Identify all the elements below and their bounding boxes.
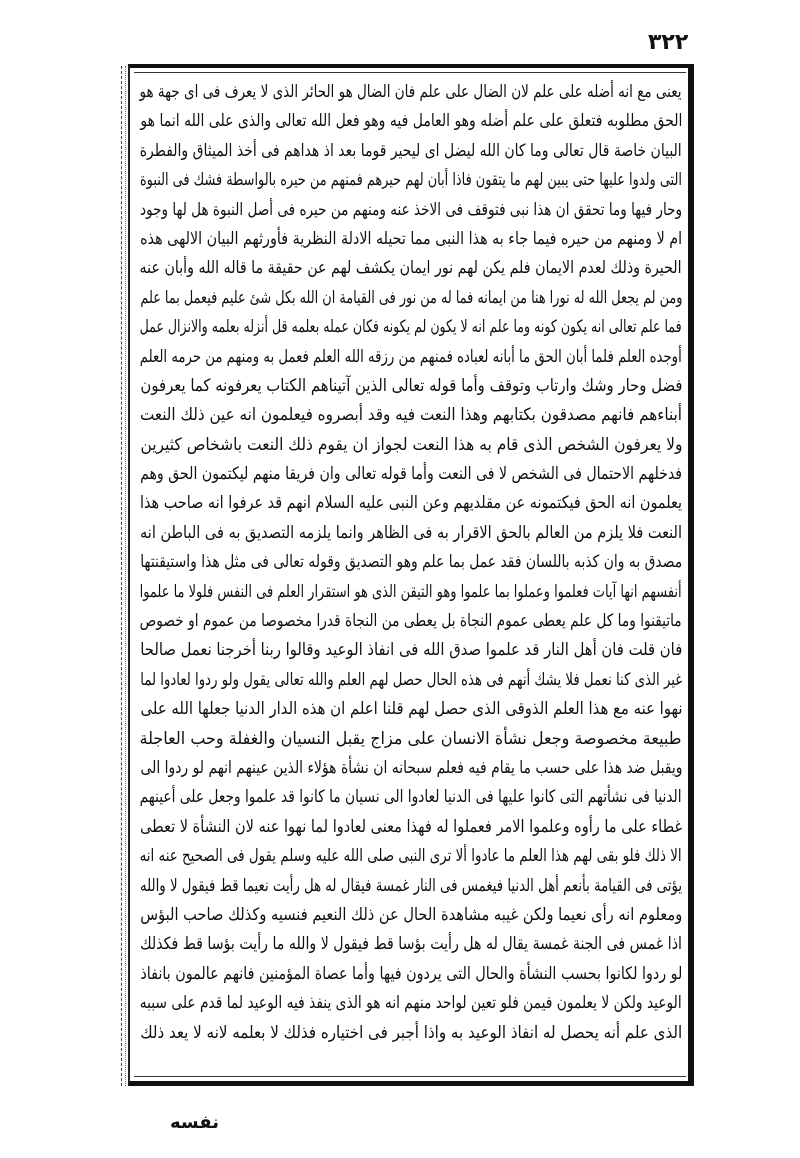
text-line bbox=[140, 107, 682, 136]
text-line bbox=[140, 254, 682, 283]
text-line-content: البيان خاصة قال تعالى وما كان الله ليضل اى ليحير قوما بعد اذ هداهم فى أخذ الميثاق والفطرة bbox=[140, 140, 682, 161]
text-line-content: ولا يعرفون الشخص الذى قام به هذا النعت لجواز ان يقوم ذلك النعت باشخاص كثيرين bbox=[140, 434, 682, 455]
text-line bbox=[140, 137, 682, 166]
text-line-content: غطاء على ما رأوه وعلموا الامر فعملوا له فهذا معنى لعادوا لما نهوا عنه لان النشأة لا تعطى bbox=[140, 816, 682, 837]
text-line bbox=[140, 519, 682, 548]
body-text bbox=[140, 78, 682, 1048]
text-line-content: اذا غمس فى الجنة غمسة يقال له هل رأيت بؤسا قط فيقول لا والله ما رأيت بؤسا قط فكذلك bbox=[140, 934, 682, 955]
text-line-content: ام لا ومنهم من حيره فيما جاء به هذا النبى مما تحيله الادلة النظرية فأورثهم البيان الالهى هذه bbox=[140, 228, 682, 249]
text-line-content: يؤتى فى القيامة بأنعم أهل الدنيا فيغمس فى النار غمسة فيقال له هل رأيت نعيما قط فيقول لا والله bbox=[140, 875, 682, 896]
text-line bbox=[140, 783, 682, 812]
text-line bbox=[140, 313, 682, 342]
text-line bbox=[140, 666, 682, 695]
text-line-content: فما علم تعالى انه يكون كونه وما علم انه لا يكون لم يكونه فكان عمله بعلمه قل أنزله بعلمه والانزال عمل bbox=[140, 317, 682, 338]
text-line-content: فدخلهم الاحتمال فى الشخص لا فى النعت وأما قوله تعالى وان فريقا منهم ليكتمون الحق وهم bbox=[140, 464, 682, 485]
text-line bbox=[140, 401, 682, 430]
text-line-content: الا ذلك فلو بقى لهم هذا العلم ما عادوا ألا ترى النبى صلى الله عليه وسلم يقول فى الصحيح عنه انه bbox=[140, 846, 682, 867]
text-line bbox=[140, 548, 682, 577]
text-line-content: ومعلوم انه رأى نعيما ولكن غيبه مشاهدة الحال عن ذلك النعيم فنسيه وكذلك صاحب البؤس bbox=[140, 904, 682, 925]
page-number: ٣٢٢ bbox=[648, 30, 689, 55]
text-line bbox=[140, 343, 682, 372]
text-line-content: الحيرة وذلك لعدم الايمان فلم يكن لهم نور ايمان يكشف لهم عن حقيقة ما قاله الله وأبان عنه bbox=[140, 258, 682, 279]
text-line-content: ومن لم يجعل الله له نورا هنا من ايمانه فما له من نور فى القيامة ان الله بكل شئ عليم فيعمل بما علم bbox=[140, 287, 682, 308]
text-line bbox=[140, 725, 682, 754]
text-line-content: ويقبل ضد هذا على حسب ما يقام فيه فعلم سبحانه ان نشأة هؤلاء الذين عينهم انهم لو ردوا الى bbox=[140, 757, 682, 778]
text-line-content: طبيعة مخصوصة وجعل نشأة الانسان على مزاج يقبل النسيان والغفلة وحب العاجلة bbox=[140, 728, 682, 749]
catchword: نفسه bbox=[170, 1112, 219, 1133]
text-line-content: أبناءهم فانهم مصدقون بكتابهم وهذا النعت فيه وقد أبصروه فيعلمون انه عين ذلك النعت bbox=[140, 405, 682, 426]
text-line bbox=[140, 78, 682, 107]
frame-rule-top bbox=[134, 72, 686, 73]
text-line bbox=[140, 901, 682, 930]
text-line-content: التى ولدوا عليها حتى يبين لهم ما يتقون فاذا أبان لهم حيرهم فمنهم من حيره بالواسطة فشك فى النبوة bbox=[140, 170, 682, 191]
text-line-content: وحار فيها وما تحقق ان هذا نبى فتوقف فى الاخذ عنه ومنهم من حيره فى أصل النبوة هل لها وجود bbox=[140, 199, 682, 220]
text-line-content: يعلمون انه الحق فيكتمونه عن مقلديهم وعن النبى عليه السلام انهم قد عرفوا انه صاحب هذا bbox=[140, 493, 682, 514]
text-line-content: غير الذى كنا نعمل فلا يشك أنهم فى هذه الحال حصل لهم العلم والله تعالى يقول ولو ردوا لعادوا لما bbox=[140, 669, 682, 690]
text-line-content: أنفسهم انها آيات فعلموا وعملوا بما علموا وهو التيقن الذى هو استقرار العلم فى النفس فلولا ما علموا bbox=[140, 581, 682, 602]
text-line bbox=[140, 607, 682, 636]
text-line bbox=[140, 989, 682, 1018]
text-line-content: يعنى مع انه أضله على علم لان الضال على علم فان الضال هو الحائر الذى لا يعرف فى اى جهة هو bbox=[140, 82, 682, 102]
text-line bbox=[140, 636, 682, 665]
frame-rule-bottom bbox=[134, 1076, 686, 1077]
text-line bbox=[140, 1019, 682, 1048]
text-line-content: فان قلت فان أهل النار قد علموا صدق الله فى انفاذ الوعيد وقالوا ربنا أخرجنا نعمل صالحا bbox=[140, 640, 682, 661]
text-line-content: لو ردوا لكانوا بحسب النشأة والحال التى يردون فيها وأما عصاة المؤمنين فانهم عالمون بانفاذ bbox=[140, 963, 682, 984]
text-line-content: مصدق به وان كذبه باللسان فقد عمل بما علم وهو التصديق وقوله تعالى فى مثل هذا واستيقنتها bbox=[140, 552, 682, 573]
text-line-content: ماتيقنوا وما كل علم يعطى عموم النجاة بل يعطى من النجاة قدرا مخصوصا من عموم او خصوص bbox=[140, 611, 682, 632]
text-line bbox=[140, 166, 682, 195]
text-line bbox=[140, 196, 682, 225]
text-line bbox=[140, 754, 682, 783]
text-line bbox=[140, 578, 682, 607]
text-line bbox=[140, 930, 682, 959]
text-line bbox=[140, 460, 682, 489]
text-line bbox=[140, 842, 682, 871]
text-line-content: الدنيا فى نشأتهم التى كانوا عليها فى الدنيا لعادوا الى نسيان ما كانوا قد علموا وجعل على أعينهم bbox=[140, 787, 682, 808]
text-line bbox=[140, 813, 682, 842]
text-line-content: الوعيد ولكن لا يعلمون فيمن فلو تعين لواحد منهم انه هو الذى ينفذ فيه الوعيد لما قدم على سببه bbox=[140, 993, 682, 1014]
text-line bbox=[140, 489, 682, 518]
text-line bbox=[140, 695, 682, 724]
text-line-content: نهوا عنه مع هذا العلم الذوقى الذى حصل لهم قلنا اعلم ان هذه الدار الدنيا جعلها الله على bbox=[140, 699, 682, 720]
text-line-content: أوجده العلم فلما أبان الحق ما أبانه لعباده فمنهم من رزقه الله العلم فعمل به ومنهم من حرمه العلم bbox=[140, 346, 682, 367]
text-line bbox=[140, 960, 682, 989]
text-line-content: الحق مطلوبه فتعلق على علم أضله وهو العامل فيه وهو فعل الله تعالى والذى على الله انما هو bbox=[140, 111, 682, 132]
text-line-content: النعت فلا يلزم من العالم بالحق الاقرار به فى الظاهر وانما يلزمه التصديق به فى الباطن انه bbox=[140, 522, 682, 543]
text-line-content: فضل وحار وشك وارتاب وتوقف وأما قوله تعالى الذين آتيناهم الكتاب يعرفونه كما يعرفون bbox=[140, 375, 682, 396]
text-line bbox=[140, 872, 682, 901]
text-line bbox=[140, 284, 682, 313]
text-line bbox=[140, 431, 682, 460]
text-line bbox=[140, 225, 682, 254]
text-line-content: الذى علم أنه يحصل له انفاذ الوعيد به واذا أجبر فى اختياره فذلك لا بعلمه لانه لا يعد ذلك bbox=[140, 1022, 682, 1043]
text-line bbox=[140, 372, 682, 401]
